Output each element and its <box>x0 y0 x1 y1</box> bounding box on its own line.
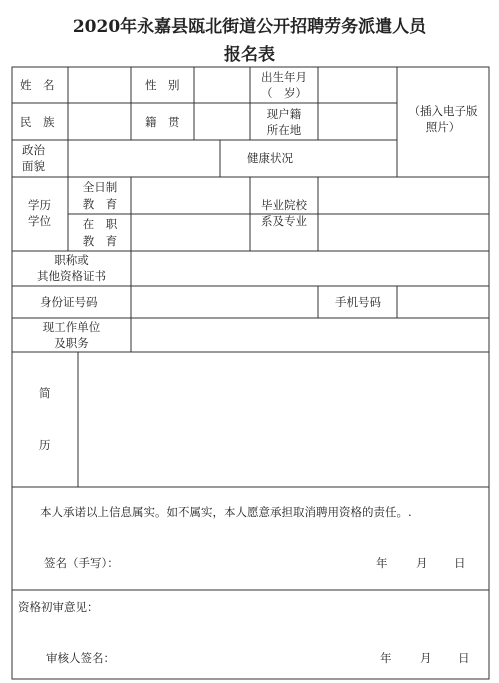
signature-label: 签名（手写）： <box>44 556 119 570</box>
id-number-label: 身份证号码 <box>40 295 98 309</box>
birth-label-line2: （ 岁） <box>261 86 307 100</box>
inservice-edu-label-line1: 在 职 <box>82 217 118 231</box>
work-unit-label-line2: 及职务 <box>54 336 89 350</box>
fulltime-edu-label-line1: 全日制 <box>82 180 118 194</box>
title-cert-label-line1: 职称或 <box>54 253 89 267</box>
resume-label-char2: 历 <box>39 438 51 452</box>
fulltime-edu-label-line2: 教 育 <box>82 197 118 211</box>
reviewer-signature-label: 审核人签名： <box>46 651 115 665</box>
ethnicity-label: 民 族 <box>20 115 55 129</box>
education-label-line1: 学历 <box>28 198 51 212</box>
gender-label: 性 别 <box>145 78 180 92</box>
resume-label-char1: 简 <box>39 386 51 400</box>
education-label-line2: 学位 <box>28 214 51 228</box>
form-subtitle: 报名表 <box>224 45 275 65</box>
inservice-edu-label-line2: 教 育 <box>82 234 118 248</box>
school-label-line1: 毕业院校 <box>261 198 307 212</box>
birth-label-line1: 出生年月 <box>261 70 307 84</box>
pledge-day-label: 日 <box>454 556 466 570</box>
photo-label-line2: 照片） <box>425 120 461 134</box>
phone-label: 手机号码 <box>335 295 381 309</box>
native-place-label: 籍 贯 <box>145 115 180 129</box>
photo-label-line1: （插入电子版 <box>408 104 478 118</box>
school-label-line2: 系及专业 <box>261 214 307 228</box>
title-cert-label-line2: 其他资格证书 <box>37 269 106 283</box>
politics-label-line1: 政治 <box>22 143 45 157</box>
politics-label-line2: 面貌 <box>22 159 45 173</box>
work-unit-label-line1: 现工作单位 <box>42 320 101 334</box>
review-month-label: 月 <box>420 651 432 665</box>
hukou-label-line1: 现户籍 <box>266 107 302 121</box>
hukou-label-line2: 所在地 <box>266 123 302 137</box>
review-opinion-label: 资格初审意见： <box>18 600 99 614</box>
name-label: 姓 名 <box>20 78 55 92</box>
health-label: 健康状况 <box>247 151 293 165</box>
pledge-year-label: 年 <box>376 556 388 570</box>
review-year-label: 年 <box>380 651 392 665</box>
review-day-label: 日 <box>458 651 470 665</box>
pledge-month-label: 月 <box>416 556 428 570</box>
pledge-text: 本人承诺以上信息属实。如不属实，本人愿意承担取消聘用资格的责任。. <box>40 505 412 519</box>
form-title: 2020年永嘉县瓯北街道公开招聘劳务派遣人员 <box>72 17 427 37</box>
